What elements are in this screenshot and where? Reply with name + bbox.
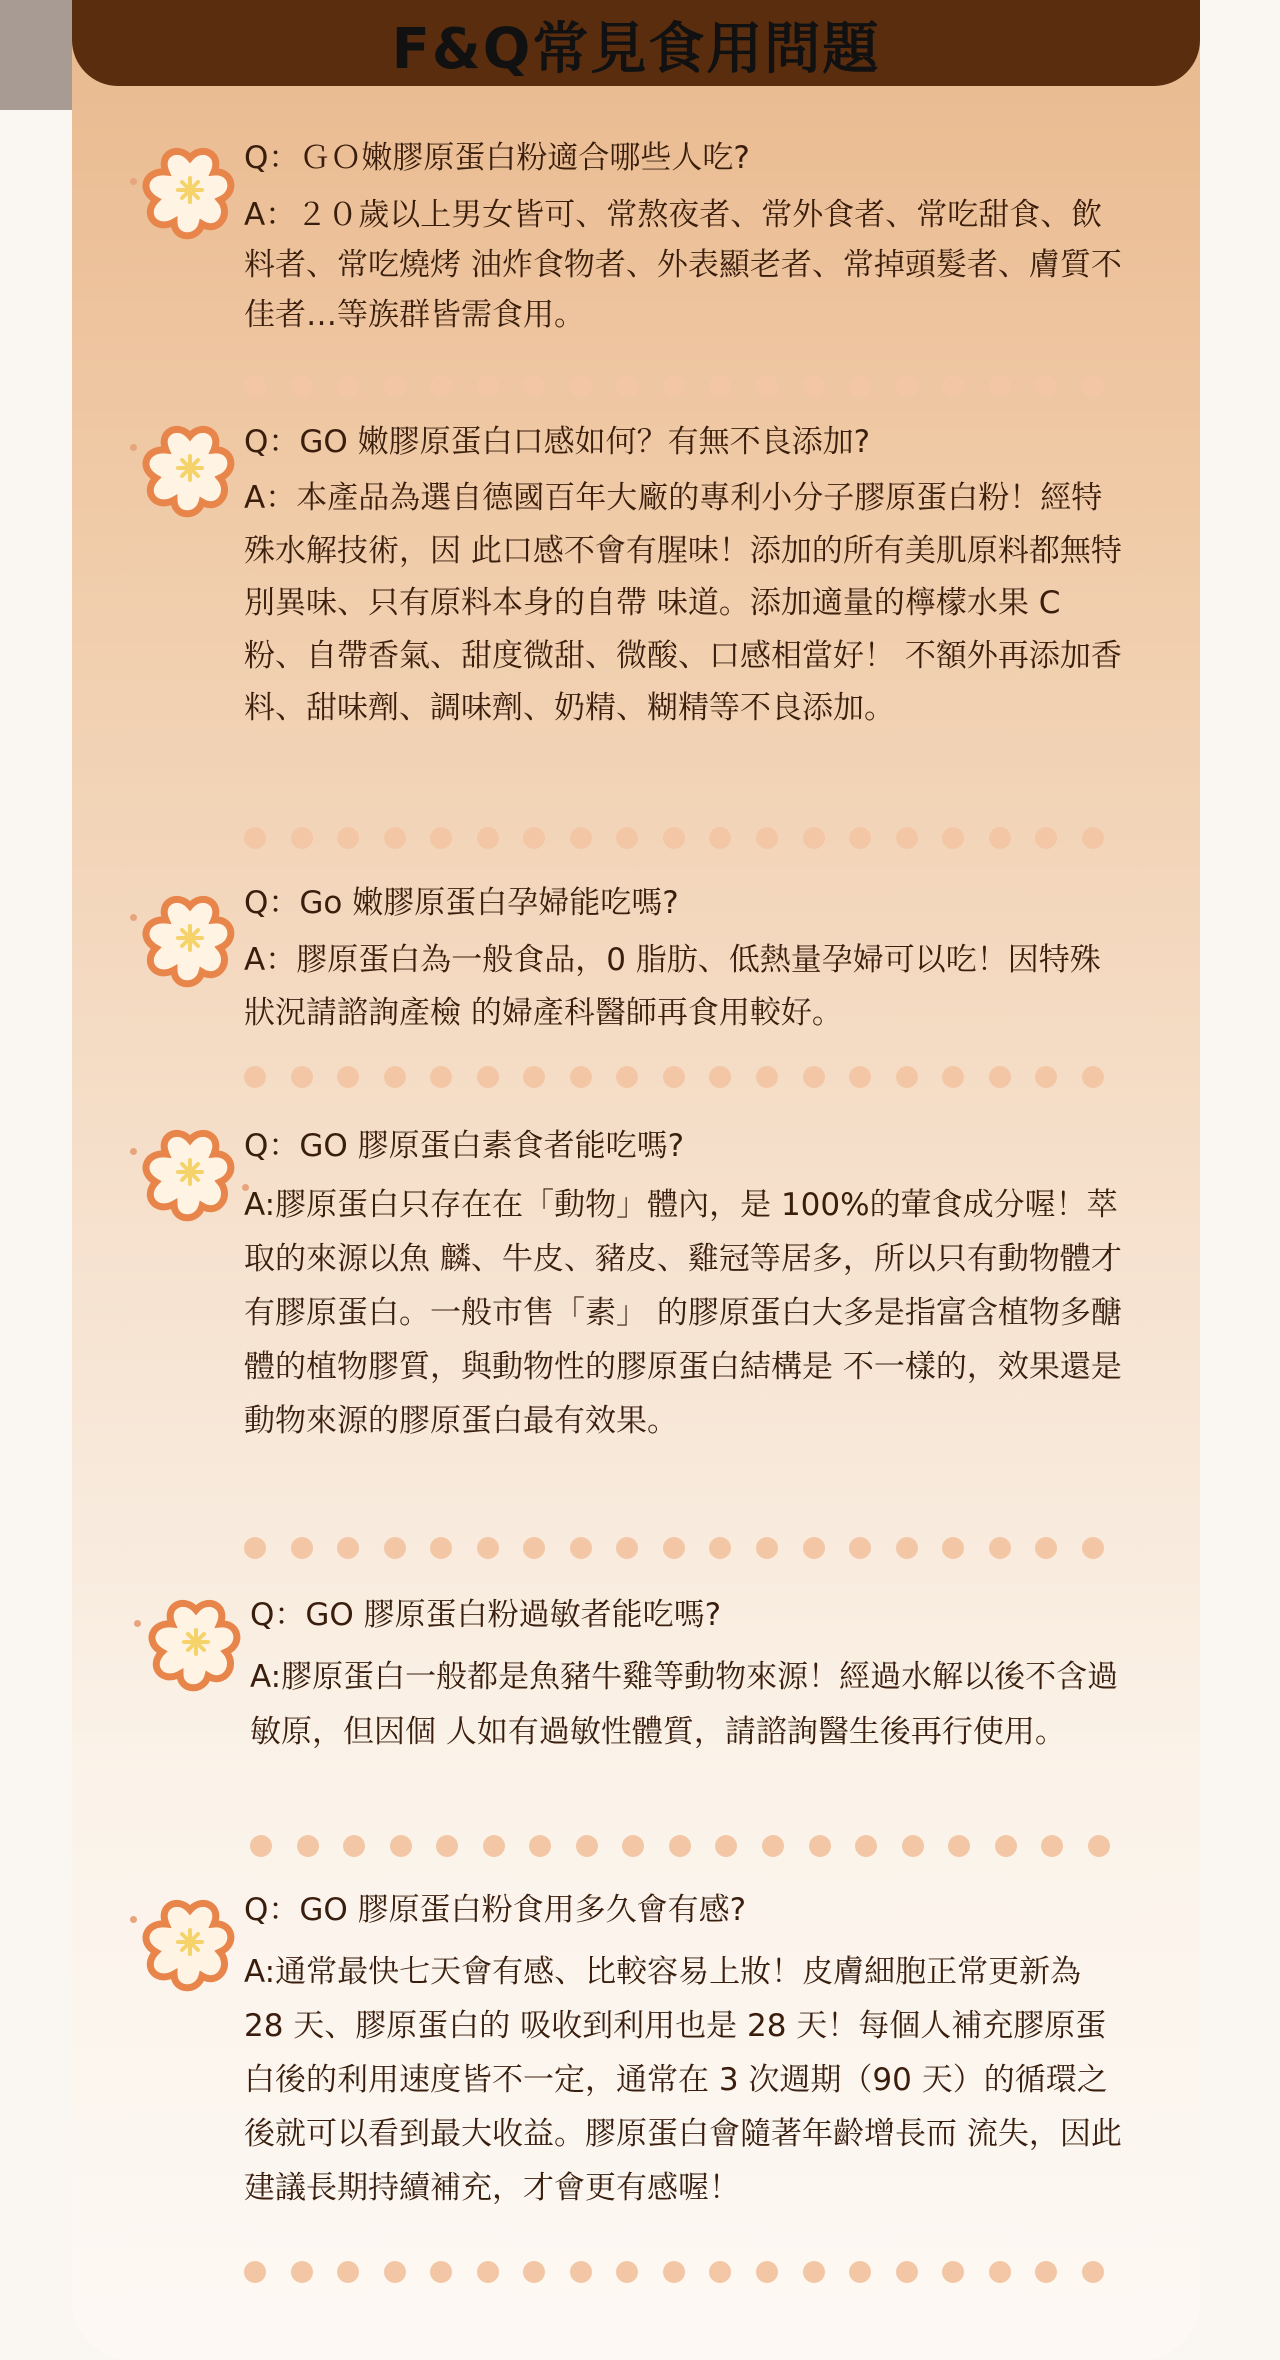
faq-question: Q：GO 膠原蛋白粉過敏者能吃嗎?: [250, 1597, 722, 1633]
decor-dot: [134, 1620, 141, 1627]
divider-dot: [942, 2261, 964, 2283]
divider-dot: [430, 1537, 452, 1559]
dot-divider: [250, 1834, 1110, 1858]
faq-question: Q：Go 嫩膠原蛋白孕婦能吃嗎?: [244, 885, 679, 921]
divider-dot: [430, 2261, 452, 2283]
divider-dot: [709, 375, 731, 397]
divider-dot: [477, 375, 499, 397]
divider-dot: [1035, 1066, 1057, 1088]
divider-dot: [570, 1066, 592, 1088]
divider-dot: [756, 2261, 778, 2283]
faq-answer: A:膠原蛋白一般都是魚豬牛雞等動物來源！經過水解以後不含過敏原，但因個 人如有過敏性體質，請諮詢醫生後再行使用。: [250, 1659, 1119, 1750]
divider-dot: [250, 1835, 272, 1857]
divider-dot: [244, 375, 266, 397]
divider-dot: [244, 1537, 266, 1559]
divider-dot: [477, 1537, 499, 1559]
divider-dot: [803, 375, 825, 397]
faq-answer: A：２０歲以上男女皆可、常熬夜者、常外食者、常吃甜食、飲料者、常吃燒烤 油炸食物者、外表顯老者、常掉頭髮者、膚質不佳者…等族群皆需食用。: [244, 197, 1122, 333]
divider-dot: [663, 2261, 685, 2283]
decor-dot: [130, 1148, 137, 1155]
divider-dot: [709, 2261, 731, 2283]
dot-divider: [244, 2260, 1104, 2284]
divider-dot: [1035, 1537, 1057, 1559]
page-title: F&Q常見食用問題: [391, 17, 881, 82]
divider-dot: [1041, 1835, 1063, 1857]
divider-dot: [244, 2261, 266, 2283]
divider-dot: [622, 1835, 644, 1857]
divider-dot: [896, 2261, 918, 2283]
decor-dot: [130, 444, 137, 451]
divider-dot: [297, 1835, 319, 1857]
divider-dot: [576, 1835, 598, 1857]
divider-dot: [291, 1537, 313, 1559]
divider-dot: [477, 1066, 499, 1088]
divider-dot: [616, 1066, 638, 1088]
divider-dot: [291, 375, 313, 397]
divider-dot: [337, 827, 359, 849]
divider-dot: [529, 1835, 551, 1857]
dot-divider: [244, 374, 1104, 398]
flower-icon: [146, 1592, 246, 1692]
divider-dot: [896, 1537, 918, 1559]
faq-question: Q：GO 膠原蛋白粉食用多久會有感?: [244, 1892, 747, 1928]
divider-dot: [337, 375, 359, 397]
divider-dot: [663, 1537, 685, 1559]
divider-dot: [1082, 827, 1104, 849]
divider-dot: [1082, 2261, 1104, 2283]
decor-dot: [130, 1916, 137, 1923]
divider-dot: [1035, 2261, 1057, 2283]
flower-icon: [140, 1892, 240, 1992]
faq-question: Q：GO 嫩膠原蛋白口感如何？有無不良添加?: [244, 424, 871, 460]
divider-dot: [343, 1835, 365, 1857]
divider-dot: [291, 1066, 313, 1088]
divider-dot: [1035, 375, 1057, 397]
divider-dot: [570, 2261, 592, 2283]
divider-dot: [849, 375, 871, 397]
divider-dot: [337, 1537, 359, 1559]
divider-dot: [523, 375, 545, 397]
flower-icon: [140, 140, 240, 240]
divider-dot: [570, 827, 592, 849]
divider-dot: [430, 827, 452, 849]
flower-icon: [140, 1122, 240, 1222]
divider-dot: [390, 1835, 412, 1857]
divider-dot: [1082, 1537, 1104, 1559]
divider-dot: [663, 375, 685, 397]
faq-question: Q：GO 膠原蛋白素食者能吃嗎?: [244, 1128, 685, 1164]
faq-answer: A:通常最快七天會有感、比較容易上妝！皮膚細胞正常更新為 28 天、膠原蛋白的 吸收到利用也是 28 天！每個人補充膠原蛋白後的利用速度皆不一定，通常在 3 次週期（90 天）的循環之後就可以看到最大收益。膠原蛋白會隨著年齡增長而 流失，因此建議長期持續補充，才會更有感喔！: [244, 1954, 1122, 2206]
divider-dot: [616, 375, 638, 397]
divider-dot: [756, 1537, 778, 1559]
divider-dot: [855, 1835, 877, 1857]
divider-dot: [523, 2261, 545, 2283]
divider-dot: [244, 827, 266, 849]
divider-dot: [1088, 1835, 1110, 1857]
divider-dot: [663, 1066, 685, 1088]
divider-dot: [989, 1537, 1011, 1559]
divider-dot: [523, 827, 545, 849]
divider-dot: [477, 827, 499, 849]
divider-dot: [570, 1537, 592, 1559]
faq-answer: A：膠原蛋白為一般食品，0 脂肪、低熱量孕婦可以吃！因特殊狀況請諮詢產檢 的婦產科醫師再食用較好。: [244, 942, 1101, 1031]
divider-dot: [989, 2261, 1011, 2283]
divider-dot: [244, 1066, 266, 1088]
divider-dot: [896, 1066, 918, 1088]
divider-dot: [896, 375, 918, 397]
divider-dot: [384, 1537, 406, 1559]
divider-dot: [902, 1835, 924, 1857]
divider-dot: [989, 375, 1011, 397]
divider-dot: [803, 1066, 825, 1088]
divider-dot: [803, 2261, 825, 2283]
divider-dot: [1082, 375, 1104, 397]
divider-dot: [709, 1537, 731, 1559]
divider-dot: [291, 827, 313, 849]
divider-dot: [709, 1066, 731, 1088]
divider-dot: [523, 1066, 545, 1088]
divider-dot: [337, 2261, 359, 2283]
divider-dot: [291, 2261, 313, 2283]
divider-dot: [436, 1835, 458, 1857]
divider-dot: [430, 375, 452, 397]
divider-dot: [477, 2261, 499, 2283]
divider-dot: [803, 1537, 825, 1559]
decor-dot: [130, 914, 137, 921]
divider-dot: [616, 827, 638, 849]
divider-dot: [483, 1835, 505, 1857]
divider-dot: [942, 375, 964, 397]
divider-dot: [948, 1835, 970, 1857]
divider-dot: [809, 1835, 831, 1857]
divider-dot: [337, 1066, 359, 1088]
divider-dot: [384, 375, 406, 397]
divider-dot: [989, 827, 1011, 849]
divider-dot: [849, 2261, 871, 2283]
divider-dot: [715, 1835, 737, 1857]
dot-divider: [244, 826, 1104, 850]
divider-dot: [762, 1835, 784, 1857]
divider-dot: [709, 827, 731, 849]
divider-dot: [523, 1537, 545, 1559]
divider-dot: [384, 1066, 406, 1088]
divider-dot: [663, 827, 685, 849]
divider-dot: [384, 2261, 406, 2283]
divider-dot: [1035, 827, 1057, 849]
flower-icon: [140, 888, 240, 988]
divider-dot: [995, 1835, 1017, 1857]
dot-divider: [244, 1065, 1104, 1089]
divider-dot: [756, 827, 778, 849]
divider-dot: [896, 827, 918, 849]
divider-dot: [1082, 1066, 1104, 1088]
divider-dot: [849, 827, 871, 849]
divider-dot: [430, 1066, 452, 1088]
divider-dot: [384, 827, 406, 849]
divider-dot: [942, 1537, 964, 1559]
divider-dot: [756, 1066, 778, 1088]
divider-dot: [756, 375, 778, 397]
divider-dot: [616, 1537, 638, 1559]
flower-icon: [140, 418, 240, 518]
decor-dot: [130, 178, 137, 185]
faq-question: Q：ＧＯ嫩膠原蛋白粉適合哪些人吃?: [244, 140, 750, 176]
divider-dot: [942, 827, 964, 849]
faq-answer: A:膠原蛋白只存在在「動物」體內，是 100%的葷食成分喔！萃取的來源以魚 麟、牛皮、豬皮、雞冠等居多，所以只有動物體才有膠原蛋白。一般市售「素」 的膠原蛋白大多是指富含植物多醣體的植物膠質，與動物性的膠原蛋白結構是 不一樣的，效果還是動物來源的膠原蛋白最有效果。: [244, 1187, 1122, 1439]
divider-dot: [989, 1066, 1011, 1088]
divider-dot: [803, 827, 825, 849]
divider-dot: [570, 375, 592, 397]
divider-dot: [849, 1537, 871, 1559]
divider-dot: [616, 2261, 638, 2283]
faq-answer: A：本產品為選自德國百年大廠的專利小分子膠原蛋白粉！經特殊水解技術，因 此口感不會有腥味！添加的所有美肌原料都無特別異味、只有原料本身的自帶 味道。添加適量的檸檬水果 C 粉、自帶香氣、甜度微甜、微酸、口感相當好！ 不額外再添加香料、甜味劑、調味劑、奶精、糊精等不良添加。: [244, 480, 1122, 726]
divider-dot: [669, 1835, 691, 1857]
divider-dot: [942, 1066, 964, 1088]
faq-header: [72, 0, 1200, 86]
divider-dot: [849, 1066, 871, 1088]
dot-divider: [244, 1536, 1104, 1560]
